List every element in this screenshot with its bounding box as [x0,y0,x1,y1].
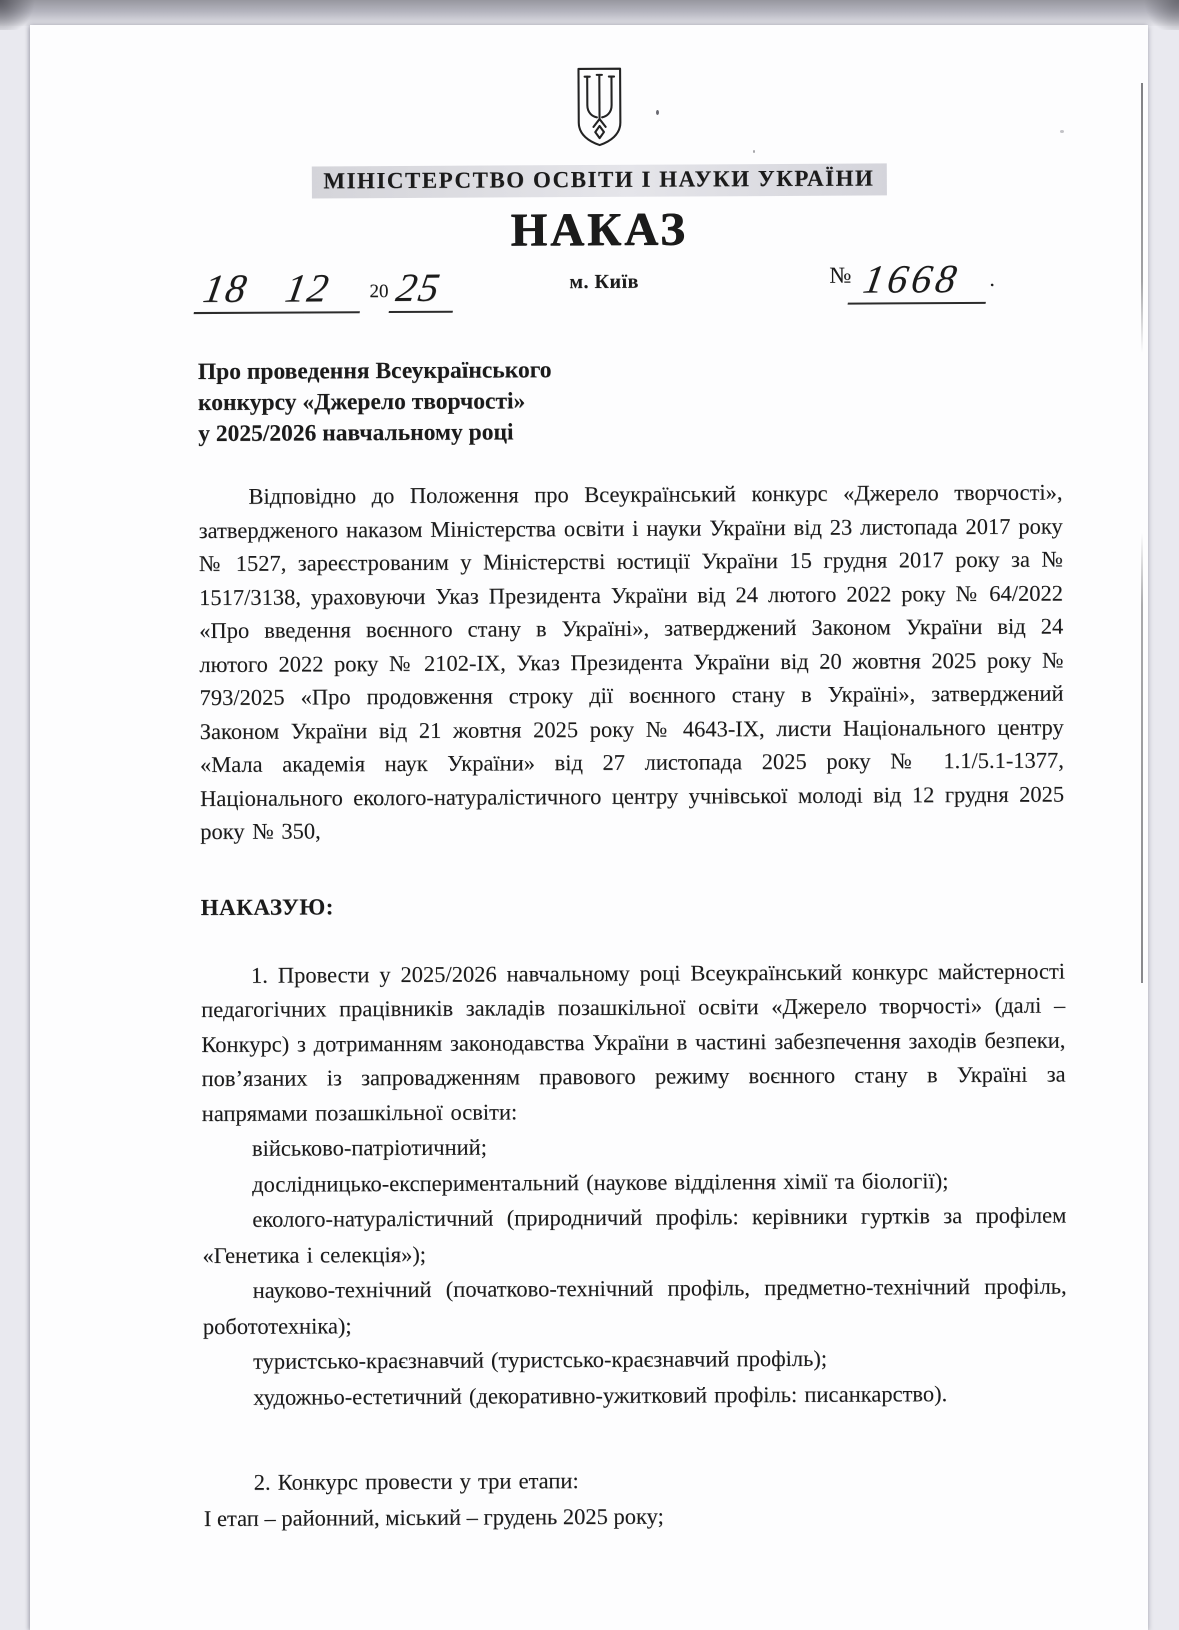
handwritten-day-month: 18 12 [194,268,368,314]
direction-item: науково-технічний (початково-технічний профіль, предметно-технічний профіль, робототехніка); [202,1273,1067,1339]
ministry-name-text: МІНІСТЕРСТВО ОСВІТИ І НАУКИ УКРАЇНИ [311,163,886,198]
number-sign: № [829,262,852,288]
city-label: м. Київ [569,270,639,294]
item-2-line: 2. Конкурс провести у три етапи: [253,1468,579,1495]
direction-item: дослідницько-експериментальний (наукове відділення хімії та біології); [252,1167,949,1197]
number-trailing-dot: . [989,265,995,291]
order-title: НАКАЗ [510,203,688,257]
ukraine-coat-of-arms-icon [573,65,625,149]
direction-item: еколого-натуралістичний (природничий профіль: керівники гуртків за профілем «Генетика і селекція»); [202,1202,1067,1268]
order-number [829,256,995,305]
preamble-paragraph: Відповідно до Положення про Всеукраїнський конкурс «Джерело творчості», затвердженого наказом Міністерства освіти і науки України від 23 листопада 2017 року № 1527, зареєстрованим у Міністерстві юстиції України 15 грудня 2017 року за № 1517/3138, ураховуючи Указ Президента України від 24 лютого 2022 року № 64/2022 «Про введення воєнного стану в Україні», затверджений Законом України від 24 лютого 2022 року № 2102-ІХ, Указ Президента України від 20 жовтня 2025 року № 793/2025 «Про продовження строку дії воєнного стану в Україні», затверджений Законом України від 21 жовтня 2025 року № 4643-ІХ, листи Національного центру «Мала академія наук України» від 27 листопада 2025 року № 1.1/5.1-1377, Національного еколого-натуралістичного центру учнівської молоді від 12 грудня 2025 року № 350, [198,479,1065,845]
direction-item: військово-патріотичний; [251,1134,487,1161]
ministry-name [197,163,1001,199]
subject-line: Про проведення Всеукраїнського [197,357,552,386]
subject-line: у 2025/2026 навчальному році [198,419,514,448]
document-page [30,25,1148,1630]
item-1-paragraph: 1. Провести у 2025/2026 навчальному році Всеукраїнський конкурс майстерності педагогічних працівників закладів позашкільної освіти «Джерело творчості» (далі – Конкурс) з дотриманням законодавства України в частині забезпечення заходів безпеки, пов’язаних із запровадженням правового режиму воєнного стану в Україні за напрямами позашкільної освіти: [201,958,1066,1126]
order-heading: НАКАЗУЮ: [200,893,334,920]
stage-1-line: І етап – районний, міський – грудень 2025 року; [203,1503,664,1531]
order-date [197,264,456,314]
subject-line: конкурсу «Джерело творчості» [197,388,526,417]
date-number-row [197,256,1061,334]
handwritten-number: 1668 [848,259,994,305]
document-content [26,22,1152,1537]
handwritten-year: 25 [389,268,461,313]
direction-item: художньо-естетичний (декоративно-ужитковий профіль: писанкарство). [253,1380,948,1410]
direction-item: туристсько-краєзнавчий (туристсько-краєзнавчий профіль); [252,1345,828,1374]
subject-block [198,353,1062,451]
printed-year-prefix: 20 [369,281,389,303]
